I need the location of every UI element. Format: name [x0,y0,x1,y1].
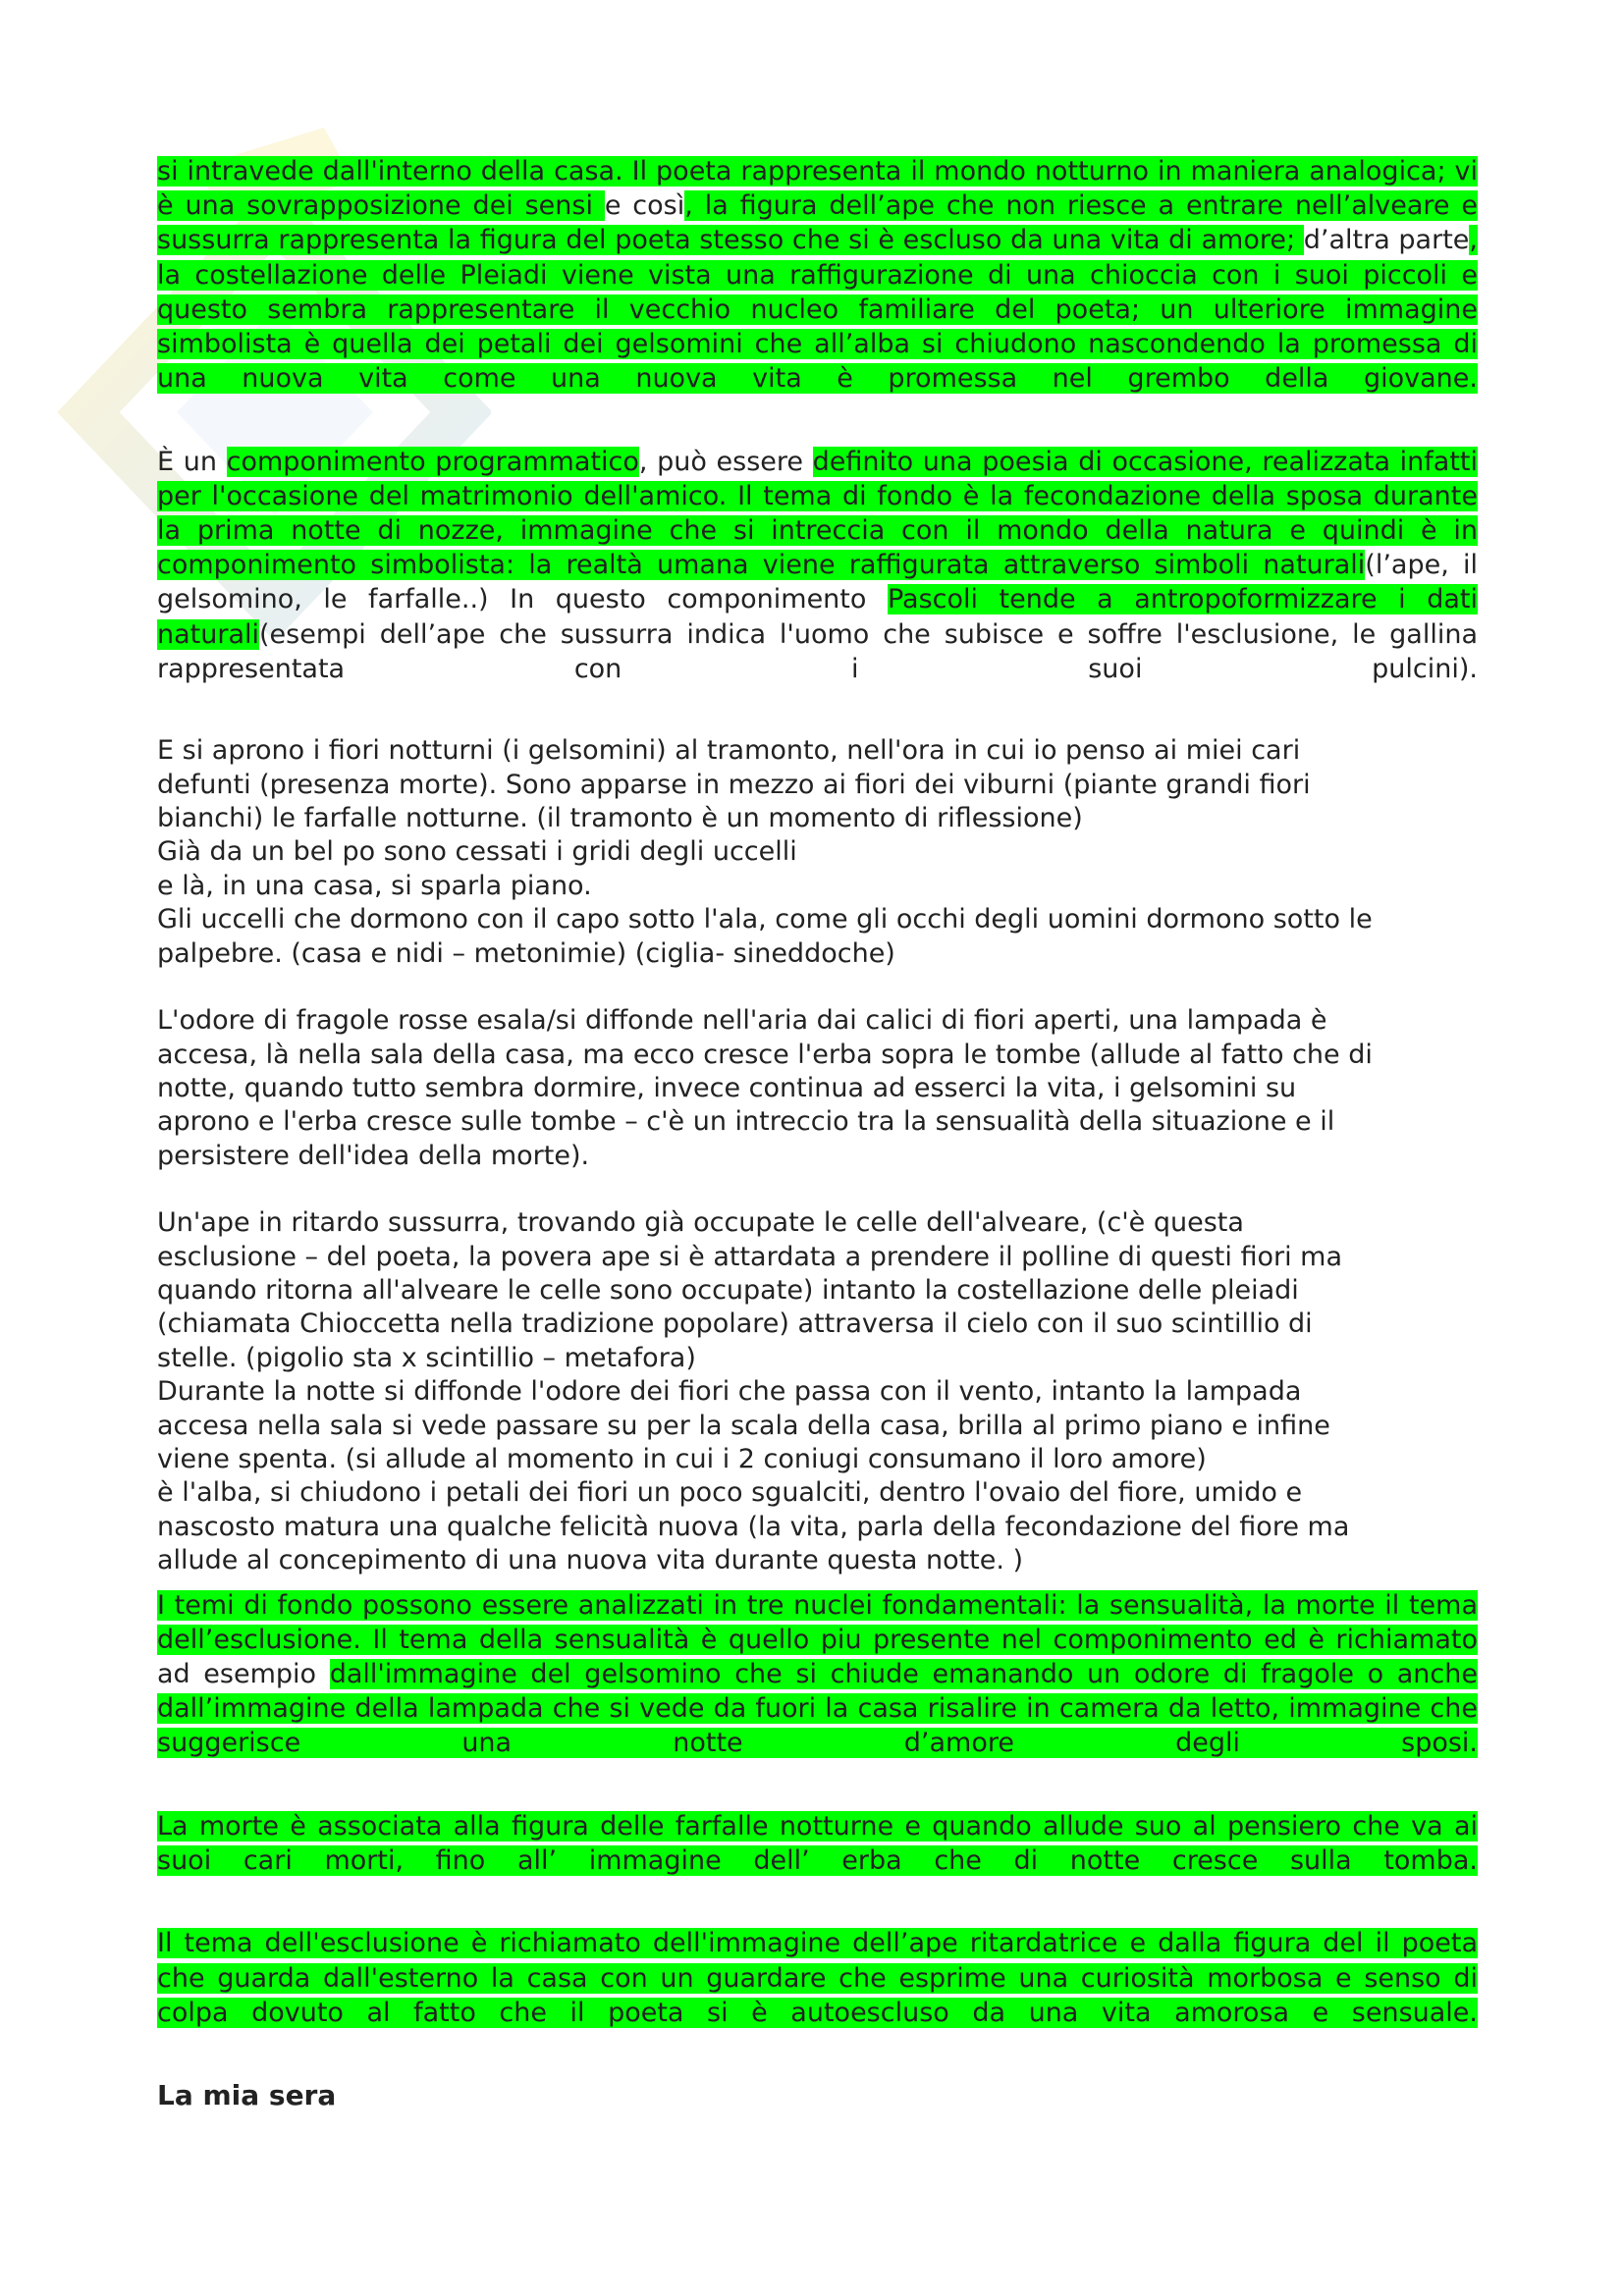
text-line: palpebre. (casa e nidi – metonimie) (ciglia- sineddoche) [157,937,895,969]
text-line: Gli uccelli che dormono con il capo sotto l'ala, come gli occhi degli uomini dormono sotto le [157,904,1373,935]
text-line: Un'ape in ritardo sussurra, trovando già occupate le celle dell'alveare, (c'è questa [157,1207,1244,1239]
text-line: aprono e l'erba cresce sulle tombe – c'è un intreccio tra la sensualità della situazione e il [157,1106,1335,1138]
text-line: viene spenta. (si allude al momento in cui i 2 coniugi consumano il loro amore) [157,1443,1207,1474]
paraphrase-block-1 [157,734,1478,971]
blank-line [157,971,1478,1004]
plain-text: (l’ape, il gelsomino, le farfalle..) In questo componimento [157,550,1478,615]
paragraph-analysis-intro [157,154,1478,431]
document-body [157,154,1478,2113]
text-line: Durante la notte si diffonde l'odore dei fiori che passa con il vento, intanto la lampada [157,1376,1302,1408]
paraphrase-block-2 [157,1004,1478,1173]
text-line: L'odore di fragole rosse esala/si diffonde nell'aria dai calici di fiori aperti, una lampada è [157,1005,1327,1037]
plain-text: e così [604,190,685,222]
plain-text: , può essere [638,446,813,477]
paragraph-exclusion [157,1926,1478,2064]
blank-line [157,1173,1478,1206]
highlighted-text: , la costellazione delle Pleiadi viene vista una raffigurazione di una chioccia con i suoi piccoli e questo sembra rappresentare il vecchio nucleo familiare del poeta; un ulteriore immagine simbolista è quella dei petali dei gelsomini che all’alba si chiudono nascondendo la promessa di una nuova vita come una nuova vita è promessa nel grembo della giovane. [157,225,1478,395]
text-line: allude al concepimento di una nuova vita durante questa notte. ) [157,1545,1024,1576]
paragraph-themes [157,1588,1478,1795]
text-line: è l'alba, si chiudono i petali dei fiori un poco sgualciti, dentro l'ovaio del fiore, umido e [157,1477,1303,1509]
highlighted-text: componimento programmatico [226,446,639,477]
text-line: accesa, là nella sala della casa, ma ecco cresce l'erba sopra le tombe (allude al fatto che di [157,1039,1373,1070]
text-line: notte, quando tutto sembra dormire, invece continua ad esserci la vita, i gelsomini su [157,1072,1297,1103]
plain-text: (esempi dell’ape che sussurra indica l'uomo che subisce e soffre l'esclusione, le gallina rappresentata con i suoi pulcini). [157,618,1478,684]
text-line: (chiamata Chioccetta nella tradizione popolare) attraversa il cielo con il suo scintillio di [157,1308,1313,1340]
text-line: defunti (presenza morte). Sono apparse in mezzo ai fiori dei viburni (piante grandi fiori [157,769,1311,800]
plain-text: È un [157,446,227,477]
text-line: bianchi) le farfalle notturne. (il tramonto è un momento di riflessione) [157,803,1083,834]
text-line: quando ritorna all'alveare le celle sono occupate) intanto la costellazione delle pleiadi [157,1274,1299,1306]
plain-text: d’altra parte [1303,225,1470,256]
highlighted-text: Pascoli tende a antropoformizzare i dati naturali [157,584,1479,650]
text-line: Già da un bel po sono cessati i gridi degli uccelli [157,836,797,868]
highlighted-text: La morte è associata alla figura delle farfalle notturne e quando allude suo al pensiero che va ai suoi cari morti, fino all’ immagine dell’ erba che di notte cresce sulla tomba. [157,1810,1478,1877]
text-line: E si aprono i fiori notturni (i gelsomini) al tramonto, nell'ora in cui io penso ai miei cari [157,735,1301,767]
plain-text: ad esempio [157,1659,330,1689]
section-heading: La mia sera [157,2079,337,2112]
text-line: stelle. (pigolio sta x scintillio – metafora) [157,1342,696,1373]
text-line: accesa nella sala si vede passare su per la scala della casa, brilla al primo piano e infine [157,1410,1330,1441]
highlighted-text: definito una poesia di occasione, realizzata infatti per l'occasione del matrimonio dell'amico. Il tema di fondo è la fecondazione della sposa durante la prima notte di nozze, immagine che si intreccia con il mondo della natura e quindi è in componimento simbolista: la realtà umana viene raffigurata attraverso simboli naturali [157,446,1479,581]
highlighted-text: I temi di fondo possono essere analizzati in tre nuclei fondamentali: la sensualità, la morte il tema dell’esclusione. Il tema della sensualità è quello piu presente nel componimento ed è richiamato [157,1589,1478,1655]
paragraph-programmatic [157,445,1478,721]
text-line: esclusione – del poeta, la povera ape si è attardata a prendere il polline di questi fiori ma [157,1241,1343,1272]
highlighted-text: Il tema dell'esclusione è richiamato dell'immagine dell’ape ritardatrice e dalla figura del il poeta che guarda dall'esterno la casa con un guardare che esprime una curiosità morbosa e senso di colpa dovuto al fatto che il poeta si è autoescluso da una vita amorosa e sensuale. [157,1928,1478,2028]
text-line: persistere dell'idea della morte). [157,1140,590,1171]
paragraph-death [157,1809,1478,1913]
highlighted-text: dall'immagine del gelsomino che si chiude emanando un odore di fragole o anche dall’immagine della lampada che si vede da fuori la casa risalire in camera da letto, immagine che suggerisce una notte d’amore degli sposi. [157,1659,1478,1759]
highlighted-text: , la figura dell’ape che non riesce a entrare nell’alveare e sussurra rappresenta la figura del poeta stesso che si è escluso da una vita di amore; [157,190,1478,256]
highlighted-text: si intravede dall'interno della casa. Il poeta rappresenta il mondo notturno in maniera analogica; vi è una sovrapposizione dei sensi [157,156,1478,222]
paraphrase-block-3 [157,1206,1478,1577]
text-line: nascosto matura una qualche felicità nuova (la vita, parla della fecondazione del fiore ma [157,1511,1350,1542]
text-line: e là, in una casa, si sparla piano. [157,870,592,901]
